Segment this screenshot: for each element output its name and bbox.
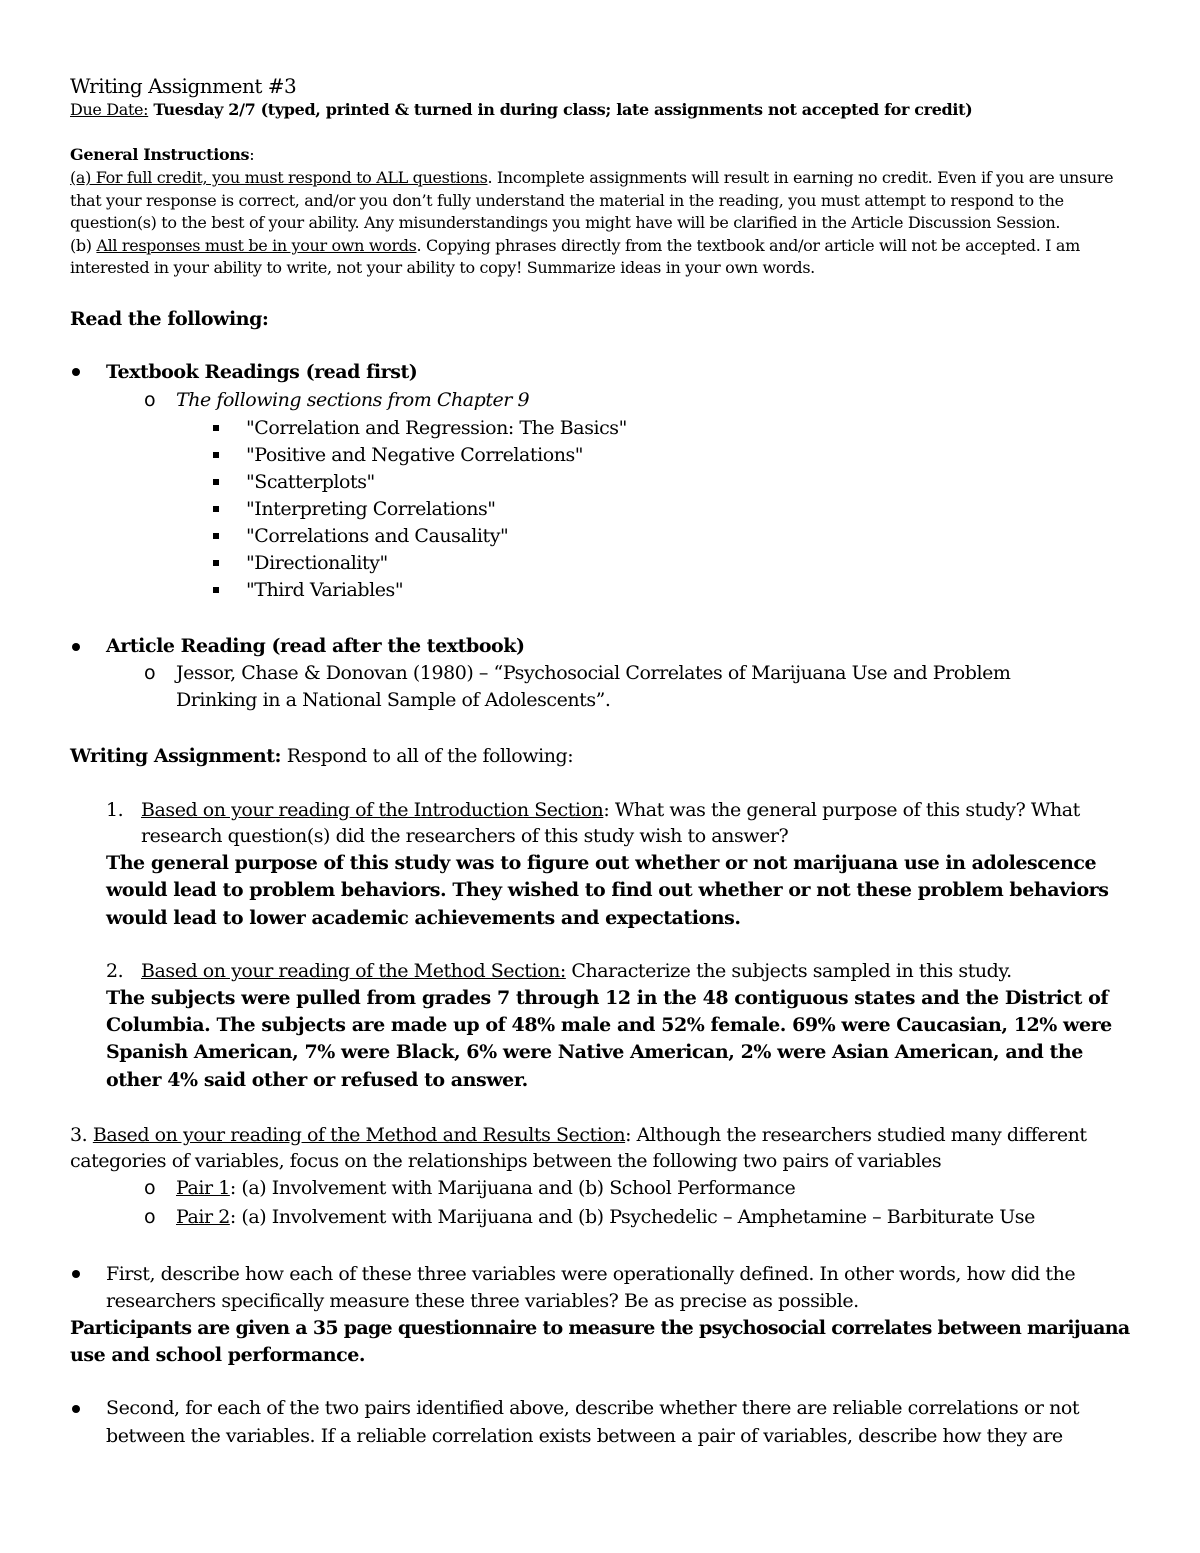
circle-bullet-icon: o xyxy=(144,662,156,684)
bullet-dot-icon xyxy=(72,1270,80,1278)
instruction-a-line xyxy=(70,168,1113,187)
circle-bullet-icon: o xyxy=(144,1206,156,1228)
answer-1-line: would lead to problem behaviors. They wished to find out whether or not these problem behaviors xyxy=(106,879,1109,901)
instruction-a-rest: . Incomplete assignments will result in earning no credit. Even if you are unsure xyxy=(487,168,1114,187)
second-prompt-line: Second, for each of the two pairs identified above, describe whether there are reliable correlations or not xyxy=(106,1397,1080,1419)
due-date-text: Tuesday 2/7 (typed, printed & turned in during class; late assignments not accepted for credit) xyxy=(148,100,973,119)
section-item: "Third Variables" xyxy=(246,579,404,601)
question-3-line-2: categories of variables, focus on the relationships between the following two pairs of variables xyxy=(70,1150,942,1172)
question-1-line-2: research question(s) did the researchers of this study wish to answer? xyxy=(141,825,789,847)
instruction-b-line xyxy=(70,236,1080,255)
bullet-dot-icon xyxy=(72,643,80,651)
due-date-label: Due Date: xyxy=(70,100,149,119)
question-2-underlined: Based on your reading of the Method Section: xyxy=(141,960,566,982)
section-item: "Correlation and Regression: The Basics" xyxy=(246,417,627,439)
chapter-sections-label: The following sections from Chapter 9 xyxy=(176,389,530,411)
instruction-b-prefix: (b) xyxy=(70,236,97,255)
writing-assignment-line xyxy=(70,745,573,767)
square-bullet-icon xyxy=(213,587,219,593)
first-prompt-line: First, describe how each of these three variables were operationally defined. In other words, how did the xyxy=(106,1263,1076,1285)
assignment-title: Writing Assignment #3 xyxy=(70,74,297,98)
square-bullet-icon xyxy=(213,425,219,431)
pair-2-text: : (a) Involvement with Marijuana and (b) Psychedelic – Amphetamine – Barbiturate Use xyxy=(229,1206,1035,1228)
square-bullet-icon xyxy=(213,560,219,566)
question-2-number: 2. xyxy=(106,960,124,982)
question-2-rest: Characterize the subjects sampled in this study. xyxy=(565,960,1012,982)
pair-1-text: : (a) Involvement with Marijuana and (b) School Performance xyxy=(229,1177,796,1199)
square-bullet-icon xyxy=(213,452,219,458)
question-3-underlined: Based on your reading of the Method and Results Section xyxy=(92,1124,626,1146)
pair-2-line xyxy=(176,1206,1035,1228)
reading-heading: Read the following: xyxy=(70,308,269,330)
section-item: "Directionality" xyxy=(246,552,388,574)
circle-bullet-icon: o xyxy=(144,389,156,411)
answer-2-line: other 4% said other or refused to answer. xyxy=(106,1069,528,1091)
pair-1-line xyxy=(176,1177,795,1199)
textbook-readings-label: Textbook Readings (read first) xyxy=(106,361,418,383)
section-item: "Scatterplots" xyxy=(246,471,375,493)
general-heading-text: General Instructions xyxy=(70,145,250,164)
question-2-line xyxy=(141,960,1012,982)
article-reading-label: Article Reading (read after the textbook) xyxy=(106,635,525,657)
square-bullet-icon xyxy=(213,506,219,512)
section-item: "Correlations and Causality" xyxy=(246,525,509,547)
question-3-number: 3. xyxy=(70,1124,93,1146)
answer-2-line: Spanish American, 7% were Black, 6% were Native American, 2% were Asian American, and the xyxy=(106,1041,1083,1063)
question-1-underlined: Based on your reading of the Introduction Section xyxy=(141,799,604,821)
general-instructions-heading xyxy=(70,145,254,164)
second-prompt-line: between the variables. If a reliable correlation exists between a pair of variables, describe how they are xyxy=(106,1425,1063,1447)
article-citation-line-2: Drinking in a National Sample of Adolescents”. xyxy=(176,689,611,711)
square-bullet-icon xyxy=(213,533,219,539)
question-3-line-1 xyxy=(70,1124,1087,1146)
instruction-b-rest: . Copying phrases directly from the textbook and/or article will not be accepted. I am xyxy=(416,236,1080,255)
bullet-dot-icon xyxy=(72,368,80,376)
due-date-line xyxy=(70,100,972,119)
pair-1-label: Pair 1 xyxy=(176,1177,230,1199)
instruction-line-3: question(s) to the best of your ability. Any misunderstandings you might have will be clarified in the Article Discussion Session. xyxy=(70,213,1061,232)
answer-2-line: The subjects were pulled from grades 7 through 12 in the 48 contiguous states and the District of xyxy=(106,987,1109,1009)
answer-2-line: Columbia. The subjects are made up of 48% male and 52% female. 69% were Caucasian, 12% were xyxy=(106,1014,1112,1036)
section-item: "Interpreting Correlations" xyxy=(246,498,496,520)
first-prompt-line: researchers specifically measure these three variables? Be as precise as possible. xyxy=(106,1290,859,1312)
square-bullet-icon xyxy=(213,479,219,485)
question-1-line-1 xyxy=(141,799,1080,821)
question-1-rest: : What was the general purpose of this study? What xyxy=(603,799,1080,821)
instruction-line-2: that your response is correct, and/or you don’t fully understand the material in the reading, you must attempt to respond to the xyxy=(70,191,1064,210)
question-1-number: 1. xyxy=(106,799,124,821)
first-answer-line: Participants are given a 35 page questionnaire to measure the psychosocial correlates between marijuana xyxy=(70,1317,1130,1339)
question-3-rest: : Although the researchers studied many different xyxy=(625,1124,1087,1146)
instruction-a-underlined: (a) For full credit, you must respond to ALL questions xyxy=(70,168,488,187)
writing-assignment-intro: Respond to all of the following: xyxy=(281,745,574,767)
instruction-line-5: interested in your ability to write, not your ability to copy! Summarize ideas in your own words. xyxy=(70,258,815,277)
instruction-b-underlined: All responses must be in your own words xyxy=(96,236,417,255)
general-heading-colon: : xyxy=(249,145,255,164)
pair-2-label: Pair 2 xyxy=(176,1206,230,1228)
answer-1-line: The general purpose of this study was to figure out whether or not marijuana use in adolescence xyxy=(106,852,1097,874)
bullet-dot-icon xyxy=(72,1405,80,1413)
writing-assignment-heading: Writing Assignment: xyxy=(70,745,282,767)
section-item: "Positive and Negative Correlations" xyxy=(246,444,584,466)
circle-bullet-icon: o xyxy=(144,1177,156,1199)
article-citation-line-1: Jessor, Chase & Donovan (1980) – “Psychosocial Correlates of Marijuana Use and Problem xyxy=(176,662,1011,684)
first-answer-line: use and school performance. xyxy=(70,1344,366,1366)
answer-1-line: would lead to lower academic achievements and expectations. xyxy=(106,907,741,929)
